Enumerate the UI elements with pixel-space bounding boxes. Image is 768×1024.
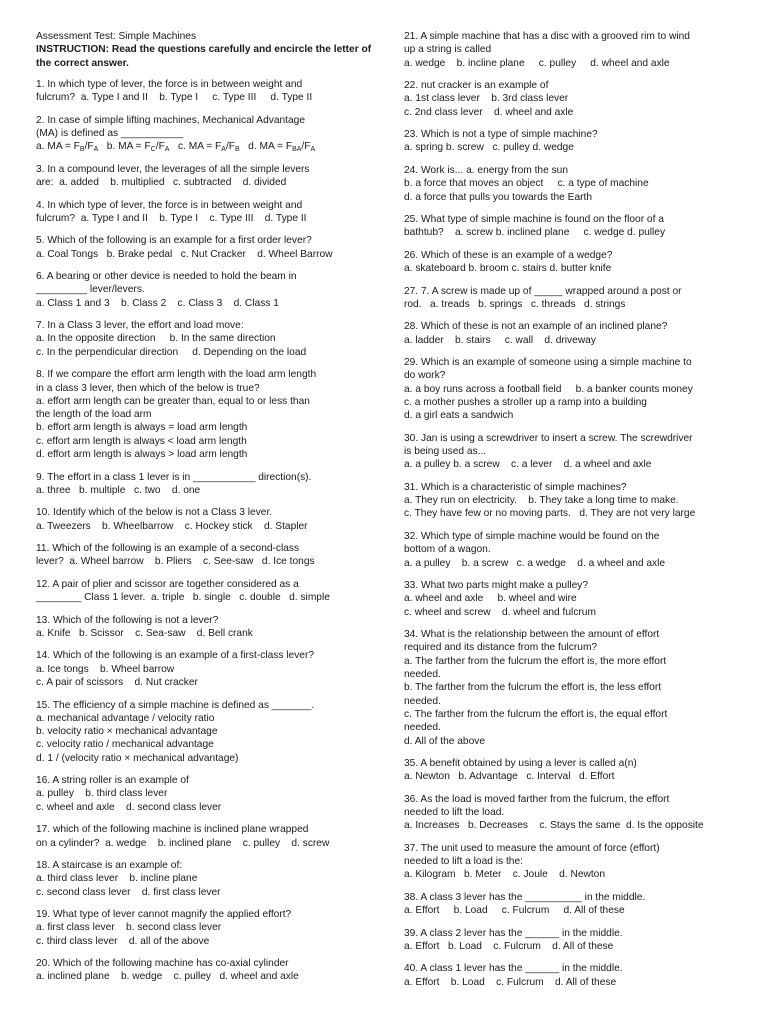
question-line: a. effort arm length can be greater than, equal to or less than <box>36 395 310 407</box>
question-line: 2. In case of simple lifting machines, Mechanical Advantage <box>36 114 305 126</box>
question-item <box>36 823 382 850</box>
question-item <box>36 542 382 569</box>
question-line: 10. Identify which of the below is not a Class 3 lever. <box>36 507 273 519</box>
question-line: 40. A class 1 lever has the ______ in the middle. <box>404 963 623 975</box>
question-item <box>36 78 382 105</box>
question-line: a. third class lever b. incline plane <box>36 873 198 885</box>
question-item <box>36 319 382 359</box>
question-item <box>36 908 382 948</box>
question-line: a. Tweezers b. Wheelbarrow c. Hockey stick d. Stapler <box>36 520 308 532</box>
question-item <box>404 79 744 119</box>
question-line: a. Knife b. Scissor c. Sea-saw d. Bell crank <box>36 627 253 639</box>
question-item <box>404 628 744 748</box>
question-item <box>404 164 744 204</box>
question-line: a. skateboard b. broom c. stairs d. butter knife <box>404 263 612 275</box>
question-line: _________ lever/levers. <box>36 284 145 296</box>
question-line: b. velocity ratio × mechanical advantage <box>36 726 218 738</box>
question-line: 11. Which of the following is an example of a second-class <box>36 543 300 555</box>
question-line: 9. The effort in a class 1 lever is in ___________ direction(s). <box>36 471 312 483</box>
question-line: d. effort arm length is always > load arm length <box>36 449 248 461</box>
question-line: (MA) is defined as ___________ <box>36 127 184 139</box>
question-line: c. In the perpendicular direction d. Depending on the load <box>36 346 307 358</box>
question-line: 27. 7. A screw is made up of _____ wrapped around a post or <box>404 285 682 297</box>
question-item <box>404 320 744 347</box>
question-item <box>404 30 744 70</box>
left-column <box>36 30 382 1014</box>
question-item <box>404 793 744 833</box>
question-item <box>404 891 744 918</box>
subscript: B <box>79 146 85 154</box>
question-line: 33. What two parts might make a pulley? <box>404 580 589 592</box>
question-item <box>36 114 382 154</box>
ma-option-b: b. MA = F <box>98 141 151 153</box>
question-line: 36. As the load is moved farther from the fulcrum, the effort <box>404 793 670 805</box>
question-line: a. Increases b. Decreases c. Stays the same d. Is the opposite <box>404 820 704 832</box>
question-line: are: a. added b. multiplied c. subtracted d. divided <box>36 177 287 189</box>
question-line: a. a pulley b. a screw c. a wedge d. a wheel and axle <box>404 557 666 569</box>
question-line: 28. Which of these is not an example of an inclined plane? <box>404 321 668 333</box>
question-item <box>404 356 744 422</box>
question-item <box>404 530 744 570</box>
question-item <box>36 957 382 984</box>
question-line: 1. In which type of lever, the force is in between weight and <box>36 78 303 90</box>
subscript: A <box>221 146 226 154</box>
question-line: bathtub? a. screw b. inclined plane c. wedge d. pulley <box>404 227 666 239</box>
question-item <box>404 128 744 155</box>
question-item <box>36 578 382 605</box>
question-line: 37. The unit used to measure the amount of force (effort) <box>404 842 660 854</box>
question-line: 38. A class 3 lever has the __________ in the middle. <box>404 891 646 903</box>
right-question-list <box>404 30 744 989</box>
question-item <box>404 962 744 989</box>
question-line: a. They run on electricity. b. They take a long time to make. <box>404 495 679 507</box>
question-item <box>404 842 744 882</box>
question-line: the length of the load arm <box>36 409 152 421</box>
question-line: rod. a. treads b. springs c. threads d. strings <box>404 298 626 310</box>
question-item <box>36 163 382 190</box>
question-line: a. first class lever b. second class lever <box>36 922 222 934</box>
right-column <box>404 30 744 1014</box>
question-item <box>36 699 382 765</box>
question-line: 25. What type of simple machine is found on the floor of a <box>404 214 664 226</box>
question-line: b. a force that moves an object c. a type of machine <box>404 178 649 190</box>
question-line: bottom of a wagon. <box>404 544 491 556</box>
question-item <box>404 757 744 784</box>
question-line: 18. A staircase is an example of: <box>36 860 183 872</box>
question-line: 8. If we compare the effort arm length with the load arm length <box>36 369 317 381</box>
question-line: c. effort arm length is always < load arm length <box>36 435 247 447</box>
question-line: needed. <box>404 669 441 681</box>
question-line: a. The farther from the fulcrum the effort is, the more effort <box>404 655 667 667</box>
question-item <box>404 249 744 276</box>
ma-option-c: c. MA = F <box>169 141 222 153</box>
question-line: a. spring b. screw c. pulley d. wedge <box>404 142 574 154</box>
left-question-list <box>36 78 382 984</box>
question-line: 6. A bearing or other device is needed to hold the beam in <box>36 271 297 283</box>
question-line: d. a girl eats a sandwich <box>404 410 514 422</box>
question-line: b. The farther from the fulcrum the effort is, the less effort <box>404 682 662 694</box>
question-line: a. a boy runs across a football field b. a banker counts money <box>404 383 693 395</box>
question-line: c. 2nd class lever d. wheel and axle <box>404 106 574 118</box>
subscript: C <box>150 146 156 154</box>
question-line: needed to lift the load. <box>404 807 505 819</box>
page-title: Assessment Test: Simple Machines <box>36 31 197 42</box>
question-line: 16. A string roller is an example of <box>36 775 189 787</box>
question-line: a. Kilogram b. Meter c. Joule d. Newton <box>404 869 606 881</box>
subscript: BA <box>292 146 302 154</box>
question-item <box>404 432 744 472</box>
question-line: a. Class 1 and 3 b. Class 2 c. Class 3 d. Class 1 <box>36 297 279 309</box>
question-line: d. 1 / (velocity ratio × mechanical advantage) <box>36 752 239 764</box>
question-line: 35. A benefit obtained by using a lever is called a(n) <box>404 757 637 769</box>
question-line: a. inclined plane b. wedge c. pulley d. wheel and axle <box>36 971 299 983</box>
question-line: a. In the opposite direction b. In the same direction <box>36 333 276 345</box>
question-item <box>36 270 382 310</box>
question-line: 17. which of the following machine is inclined plane wrapped <box>36 824 309 836</box>
question-line: up a string is called <box>404 44 492 56</box>
question-item <box>404 579 744 619</box>
subscript: B <box>235 146 240 154</box>
instruction-text: INSTRUCTION: Read the questions carefully and encircle the letter of the correct answer. <box>36 44 372 69</box>
question-line: 22. nut cracker is an example of <box>404 80 549 92</box>
question-line: in a class 3 lever, then which of the below is true? <box>36 382 260 394</box>
question-line: a. three b. multiple c. two d. one <box>36 484 201 496</box>
question-line: 23. Which is not a type of simple machine? <box>404 129 598 141</box>
question-line: needed to lift a load is the: <box>404 856 523 868</box>
question-line: 19. What type of lever cannot magnify the applied effort? <box>36 909 292 921</box>
question-line: needed. <box>404 722 441 734</box>
question-line: needed. <box>404 695 441 707</box>
question-line: 32. Which type of simple machine would be found on the <box>404 530 660 542</box>
question-line: c. second class lever d. first class lever <box>36 886 221 898</box>
question-line: a. Effort b. Load c. Fulcrum d. All of these <box>404 976 617 988</box>
question-line: 15. The efficiency of a simple machine is defined as _______. <box>36 699 315 711</box>
question-line: is being used as... <box>404 446 487 458</box>
question-line: do work? <box>404 370 446 382</box>
question-line: 13. Which of the following is not a lever? <box>36 614 219 626</box>
subscript: A <box>310 146 316 154</box>
question-line: c. velocity ratio / mechanical advantage <box>36 739 214 751</box>
question-item <box>36 649 382 689</box>
subscript: A <box>93 146 99 154</box>
question-line: c. The farther from the fulcrum the effort is, the equal effort <box>404 708 668 720</box>
question-line: lever? a. Wheel barrow b. Pliers c. See-saw d. Ice tongs <box>36 556 315 568</box>
ma-option-a-mid: /F <box>84 141 94 153</box>
question-line: 39. A class 2 lever has the ______ in the middle. <box>404 927 623 939</box>
question-line: a. Coal Tongs b. Brake pedal c. Nut Cracker d. Wheel Barrow <box>36 248 333 260</box>
ma-option-a: a. MA = F <box>36 141 80 153</box>
question-line: a. Newton b. Advantage c. Interval d. Effort <box>404 771 615 783</box>
ma-option-b-mid: /F <box>155 141 165 153</box>
question-line: 3. In a compound lever, the leverages of all the simple levers <box>36 163 310 175</box>
question-line: c. wheel and screw d. wheel and fulcrum <box>404 606 596 618</box>
question-line: a. mechanical advantage / velocity ratio <box>36 712 215 724</box>
question-line: a. ladder b. stairs c. wall d. driveway <box>404 334 596 346</box>
question-line: 29. Which is an example of someone using a simple machine to <box>404 357 692 369</box>
question-line: 34. What is the relationship between the amount of effort <box>404 629 660 641</box>
question-line: c. a mother pushes a stroller up a ramp into a building <box>404 397 647 409</box>
question-line: d. a force that pulls you towards the Earth <box>404 191 593 203</box>
question-item <box>36 774 382 814</box>
question-item <box>36 859 382 899</box>
question-item <box>36 234 382 261</box>
question-item <box>404 481 744 521</box>
ma-option-d-mid: /F <box>301 141 311 153</box>
question-item <box>36 368 382 461</box>
question-line: 30. Jan is using a screwdriver to insert a screw. The screwdriver <box>404 432 693 444</box>
ma-option-c-mid: /F <box>225 141 236 153</box>
question-line: ________ Class 1 lever. a. triple b. single c. double d. simple <box>36 592 330 604</box>
question-line: a. a pulley b. a screw c. a lever d. a wheel and axle <box>404 459 652 471</box>
question-line: 31. Which is a characteristic of simple machines? <box>404 481 627 493</box>
question-item <box>404 213 744 240</box>
question-line: a. Effort b. Load c. Fulcrum d. All of these <box>404 905 625 917</box>
worksheet-header <box>36 30 382 70</box>
question-line: a. wedge b. incline plane c. pulley d. wheel and axle <box>404 57 670 69</box>
question-line: 4. In which type of lever, the force is in between weight and <box>36 199 303 211</box>
question-line: c. wheel and axle d. second class lever <box>36 801 222 813</box>
question-item <box>36 614 382 641</box>
question-item <box>404 285 744 312</box>
question-line: required and its distance from the fulcrum? <box>404 642 598 654</box>
question-line: 24. Work is... a. energy from the sun <box>404 164 569 176</box>
question-item <box>36 471 382 498</box>
question-line: a. pulley b. third class lever <box>36 788 168 800</box>
question-line: a. Effort b. Load c. Fulcrum d. All of these <box>404 941 614 952</box>
question-line: a. 1st class lever b. 3rd class lever <box>404 93 569 105</box>
question-item <box>36 506 382 533</box>
question-line: 7. In a Class 3 lever, the effort and load move: <box>36 320 244 332</box>
ma-options-line <box>36 140 382 153</box>
question-line: a. wheel and axle b. wheel and wire <box>404 593 577 605</box>
question-line: fulcrum? a. Type I and II b. Type I c. Type III d. Type II <box>36 92 313 104</box>
question-line: 14. Which of the following is an example of a first-class lever? <box>36 650 315 662</box>
question-line: d. All of the above <box>404 735 485 747</box>
question-line: 26. Which of these is an example of a wedge? <box>404 249 613 261</box>
question-line: 21. A simple machine that has a disc with a grooved rim to wind <box>404 31 690 42</box>
question-line: a. Ice tongs b. Wheel barrow <box>36 663 175 675</box>
question-line: on a cylinder? a. wedge b. inclined plane c. pulley d. screw <box>36 837 330 849</box>
question-item <box>36 199 382 226</box>
subscript: A <box>164 146 170 154</box>
ma-option-d: d. MA = F <box>239 141 293 153</box>
question-line: 5. Which of the following is an example for a first order lever? <box>36 235 312 247</box>
question-line: b. effort arm length is always = load arm length <box>36 422 248 434</box>
question-line: c. third class lever d. all of the above <box>36 935 210 947</box>
question-line: c. A pair of scissors d. Nut cracker <box>36 677 198 689</box>
question-item <box>404 927 744 954</box>
question-line: 20. Which of the following machine has co-axial cylinder <box>36 958 289 970</box>
question-line: 12. A pair of plier and scissor are together considered as a <box>36 578 299 590</box>
question-line: fulcrum? a. Type I and II b. Type I c. Type III d. Type II <box>36 212 307 224</box>
question-line: c. They have few or no moving parts. d. They are not very large <box>404 508 696 520</box>
